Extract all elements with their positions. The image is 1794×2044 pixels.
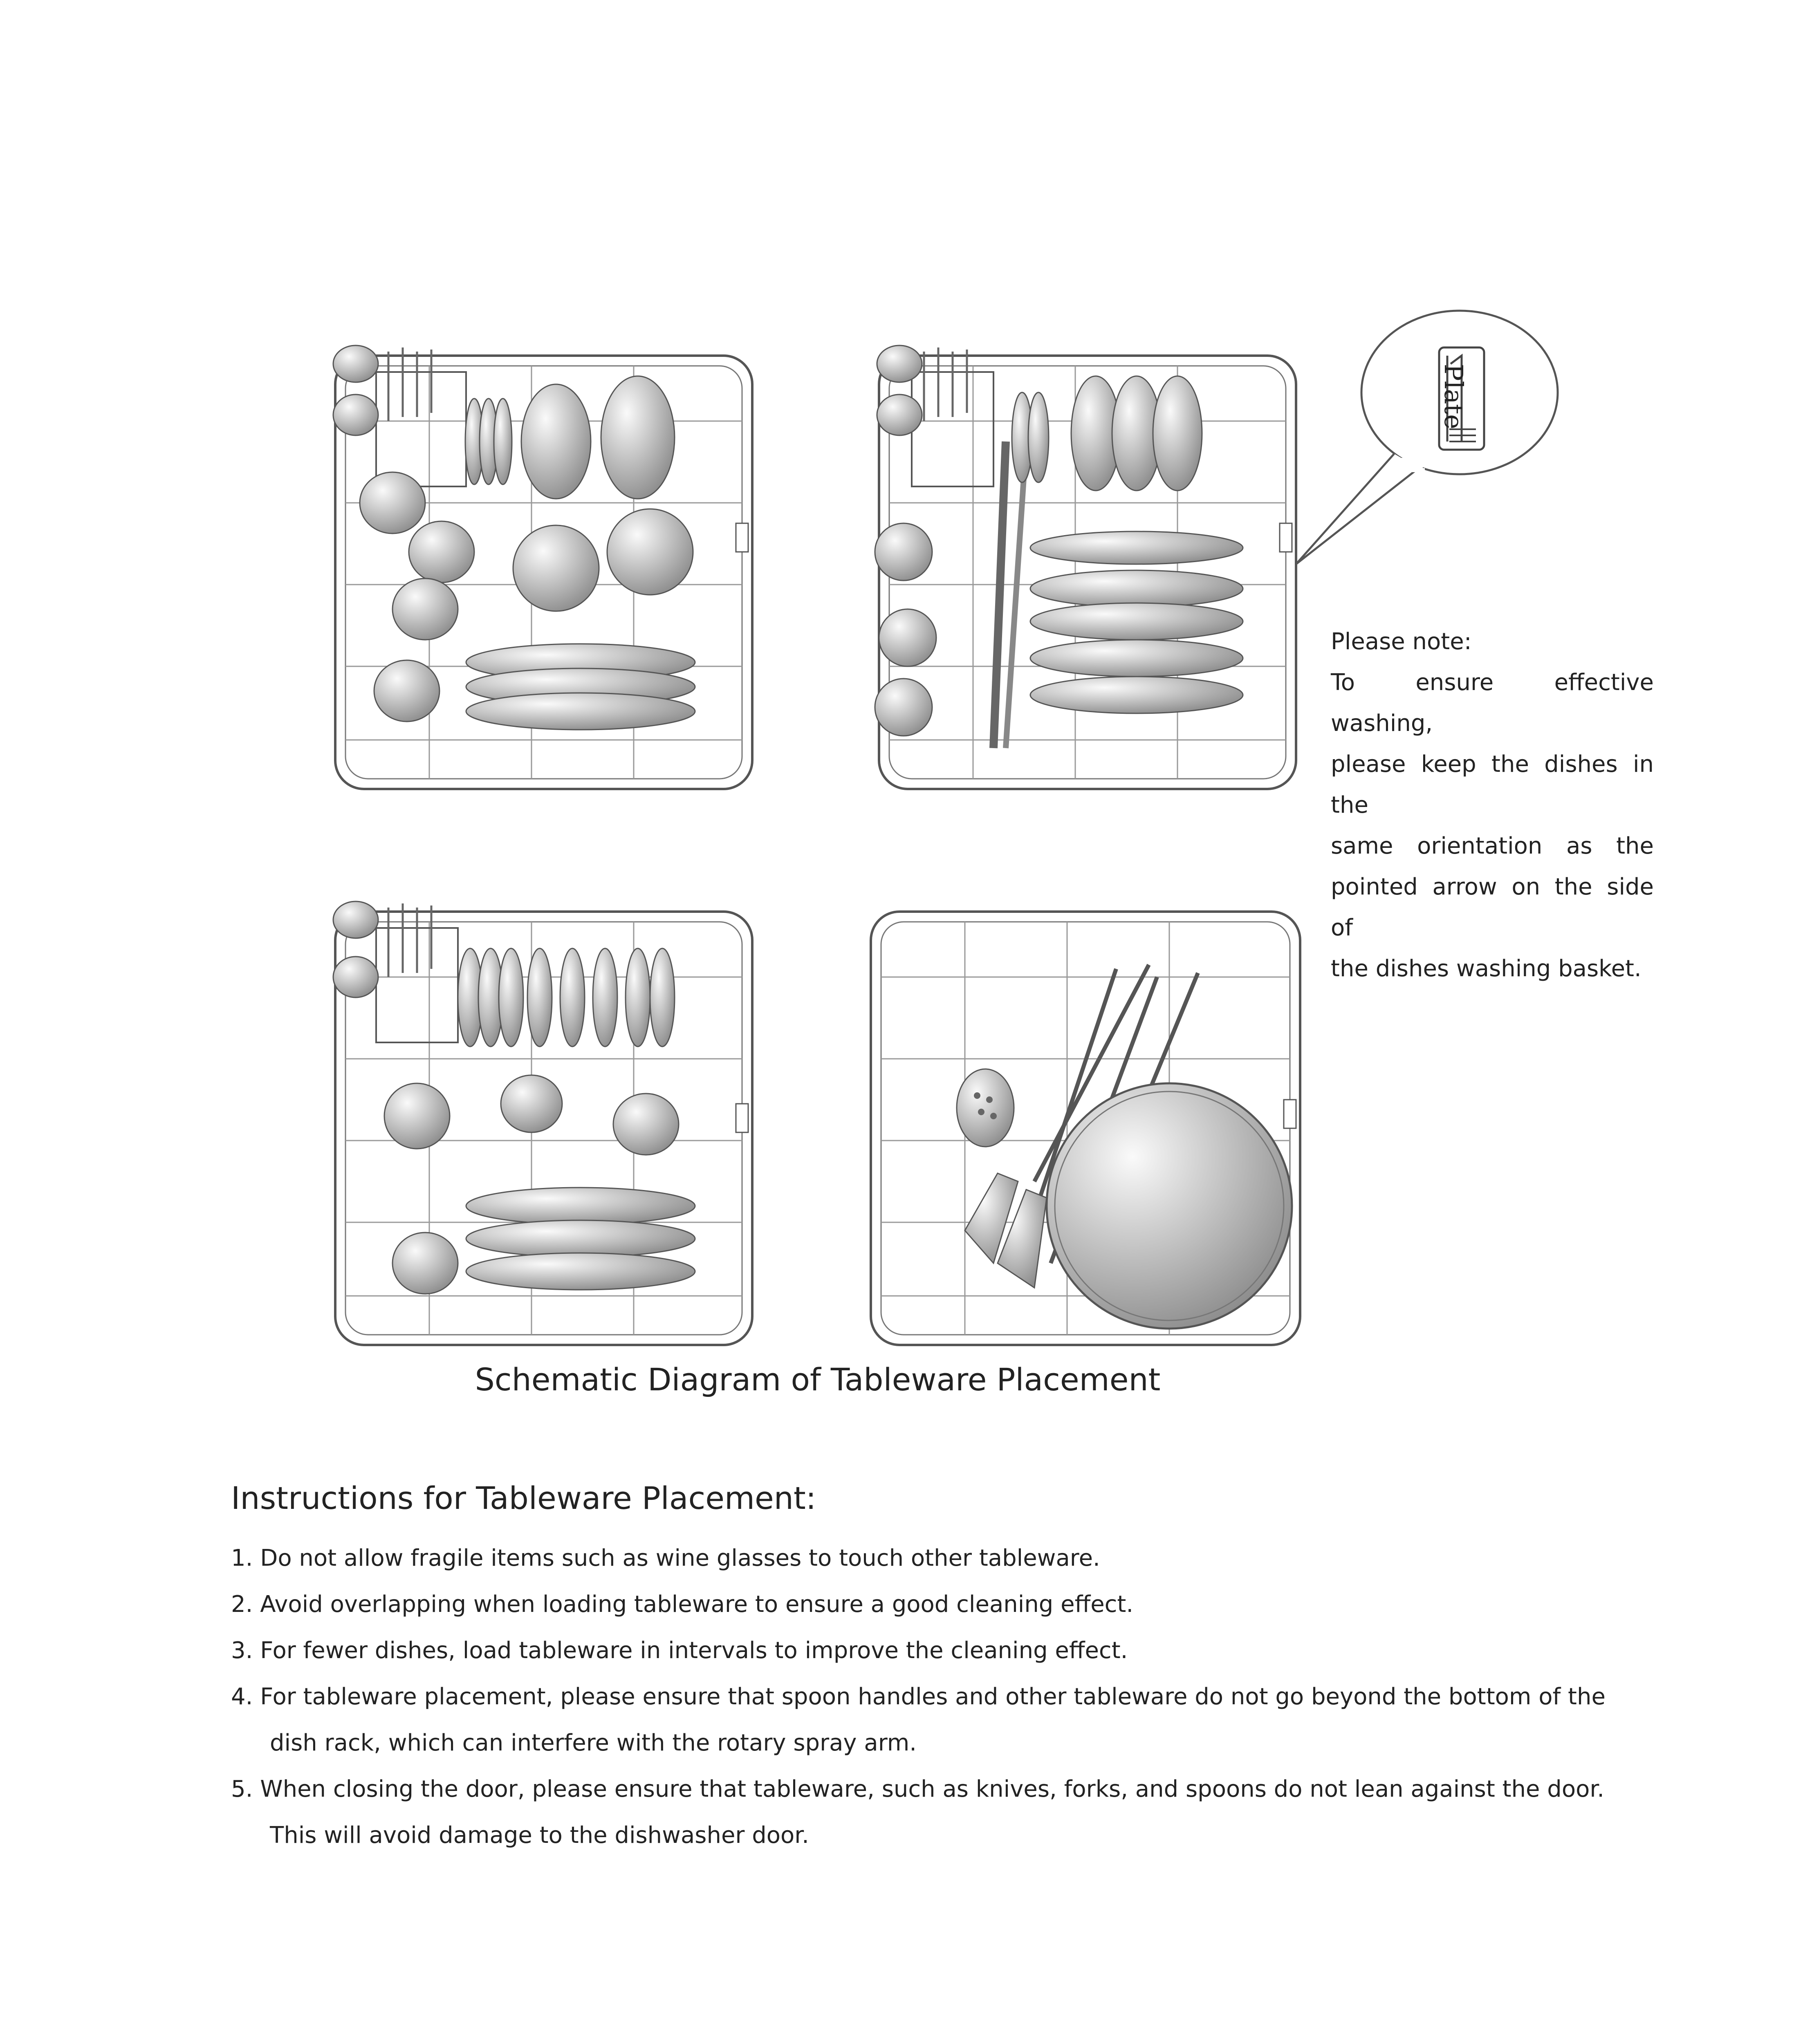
rack-diagram-3 bbox=[327, 895, 760, 1357]
instruction-line: dish rack, which can interfere with the rotary spray arm. bbox=[270, 1730, 917, 1756]
rack-illustration bbox=[327, 339, 760, 801]
note-line: same orientation as the bbox=[1331, 833, 1654, 859]
instruction-item bbox=[231, 1674, 1662, 1766]
diagram-caption: Schematic Diagram of Tableware Placement bbox=[475, 1361, 1161, 1398]
instruction-line: 4. For tableware placement, please ensure that spoon handles and other tableware do not go beyond the bottom of the bbox=[231, 1683, 1606, 1710]
rack-illustration bbox=[327, 895, 760, 1357]
note-line: pointed arrow on the side of bbox=[1331, 874, 1654, 941]
rack-diagram-4 bbox=[863, 895, 1308, 1357]
instruction-item bbox=[231, 1627, 1662, 1674]
instruction-item bbox=[231, 1535, 1662, 1581]
instruction-line: This will avoid damage to the dishwasher door. bbox=[270, 1822, 809, 1849]
instruction-line: 5. When closing the door, please ensure that tableware, such as knives, forks, and spoons do not lean against the door. bbox=[231, 1776, 1605, 1802]
instruction-item bbox=[231, 1766, 1662, 1858]
instructions-list bbox=[231, 1535, 1662, 1858]
callout-bubble bbox=[1288, 303, 1562, 589]
note-title: Please note: bbox=[1331, 628, 1472, 655]
rack-illustration bbox=[871, 339, 1308, 801]
instruction-line: 3. For fewer dishes, load tableware in intervals to improve the cleaning effect. bbox=[231, 1637, 1128, 1664]
note-line: please keep the dishes in the bbox=[1331, 751, 1654, 818]
plate-tag-callout bbox=[1288, 303, 1562, 589]
note-line: To ensure effective washing, bbox=[1331, 669, 1654, 737]
instructions-title: Instructions for Tableware Placement: bbox=[231, 1480, 816, 1516]
instruction-line: 2. Avoid overlapping when loading tableware to ensure a good cleaning effect. bbox=[231, 1591, 1134, 1618]
rack-illustration bbox=[863, 895, 1308, 1357]
rack-diagram-2 bbox=[871, 339, 1308, 801]
plate-tag-label: Plate bbox=[1439, 364, 1469, 430]
note-line: the dishes washing basket. bbox=[1331, 955, 1642, 982]
instruction-item bbox=[231, 1581, 1662, 1627]
instruction-line: 1. Do not allow fragile items such as wine glasses to touch other tableware. bbox=[231, 1545, 1100, 1571]
please-note bbox=[1331, 621, 1654, 989]
rack-diagram-1 bbox=[327, 339, 760, 801]
